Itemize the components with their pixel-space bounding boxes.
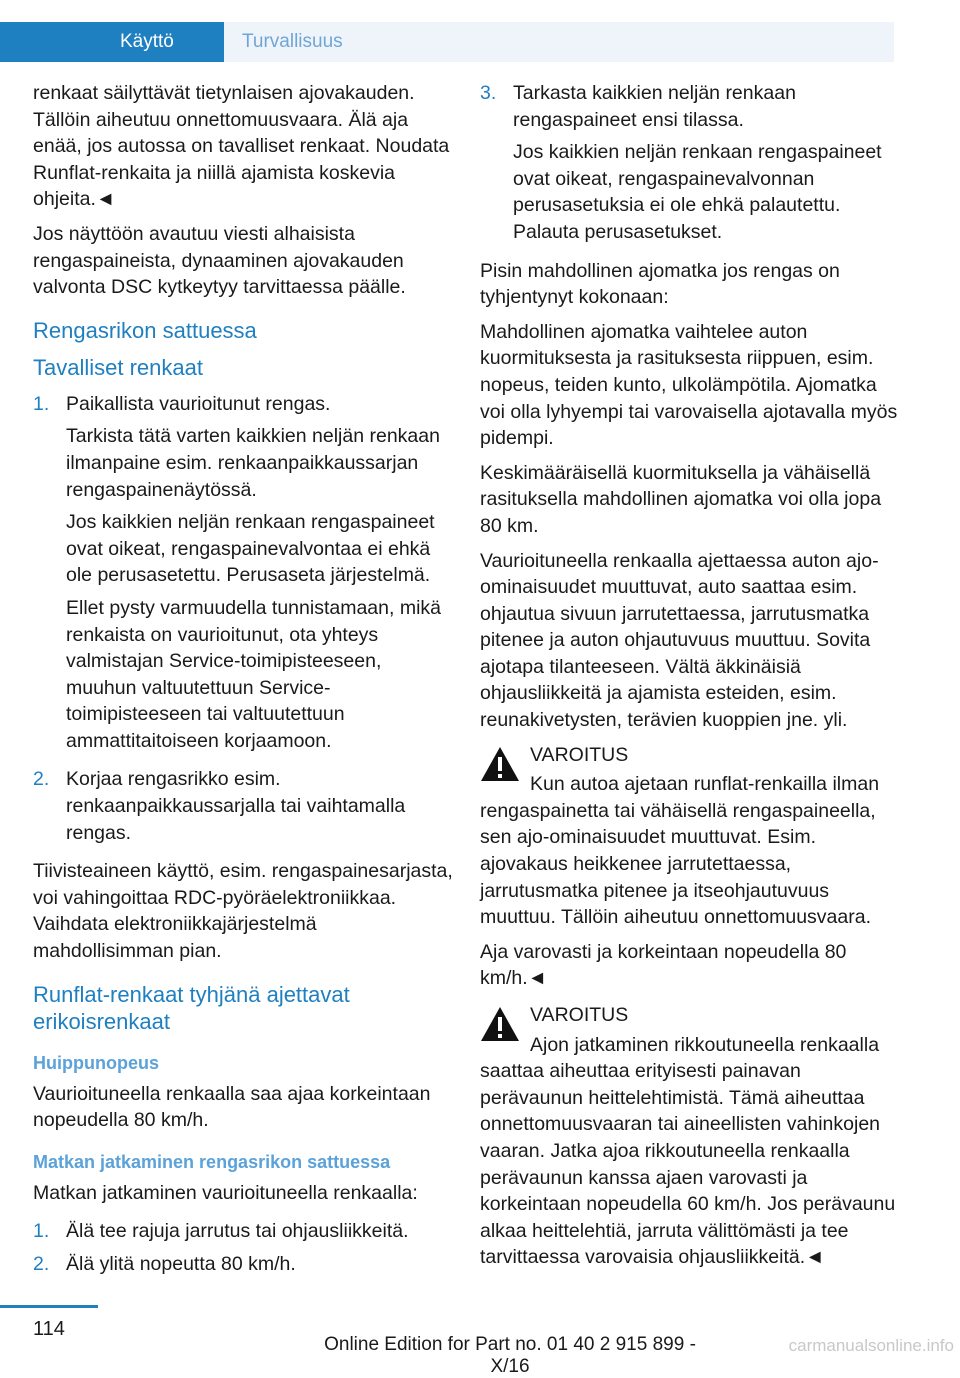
list-number: 3. [480,82,497,104]
list-text: Jos kaikkien neljän renkaan rengaspaineet ovat oikeat, rengaspainevalvontaa ei ehkä ole perusasetettu. Perusaseta järjestelmä. [66,511,435,587]
warning-block [480,742,900,992]
paragraph: Jos näyttöön avautuu viesti alhaisista rengaspaineista, dynaaminen ajovakauden valvonta DSC kytkeytyy tarvittaessa päälle. [33,222,406,299]
list-text: Älä ylitä nopeutta 80 km/h. [66,1253,296,1275]
page-number: 114 [33,1318,65,1340]
list-item [33,1251,453,1278]
list-text: Älä tee rajuja jarrutus tai ohjausliikkeitä. [66,1220,409,1243]
section-heading: Rengasrikon sattuessa [33,317,257,343]
list-number: 2. [33,768,50,791]
warning-block [480,1002,900,1271]
list-text: Tarkista tätä varten kaikkien neljän renkaan ilmanpaine esim. renkaanpaikkaussarjan rengaspainenäytössä. [66,425,440,501]
warning-triangle-icon [480,746,520,782]
list-text: Korjaa rengasrikko esim. renkaanpaikkaussarjalla tai vaihtamalla rengas. [66,768,406,844]
footer-rule [0,1305,98,1308]
list-number: 2. [33,1253,50,1275]
warning-text: Kun autoa ajetaan runflat-renkailla ilman [530,773,880,796]
list-text: Ellet pysty varmuudella tunnistamaan, mikä renkaista on vaurioitunut, ota yhteys valmistajan Service-toimipisteeseen, muuhun valtuutettuun Service-toimipisteeseen tai valtuutettuun ammattitaitoiseen korjaamoon. [66,596,442,752]
minor-heading: Matkan jatkaminen rengasrikon sattuessa [33,1151,391,1172]
list-text: Paikallista vaurioitunut rengas. [66,392,331,415]
warning-title: VAROITUS [530,743,629,766]
paragraph: renkaat säilyttävät tietynlaisen ajovakauden. Tällöin aiheutuu onnettomuusvaara. Älä aja enää, jos autossa on tavalliset renkaat. Noudata Runflat-renkaita ja niillä ajamista koskevia ohjeita.◄ [33,82,450,211]
paragraph: Matkan jatkaminen vaurioituneella renkaalla: [33,1181,418,1204]
paragraph: Pisin mahdollinen ajomatka jos rengas on tyhjentynyt kokonaan: [480,259,840,309]
paragraph: Keskimääräisellä kuormituksella ja vähäisellä rasituksella mahdollinen ajomatka voi olla jopa 80 km. [480,461,882,537]
paragraph: Vaurioituneella renkaalla saa ajaa korkeintaan nopeudella 80 km/h. [33,1082,431,1132]
list-item [33,766,453,852]
list-number: 1. [33,392,50,415]
paragraph: Vaurioituneella renkaalla ajettaessa auton ajo-ominaisuudet muuttuvat, auto saattaa esim. ohjautua sivuun jarrutettaessa, jarrutusmatka pitenee ja auton ohjautuvuus muuttuu. Sovita ajotapa tilanteeseen. Vältä äkkinäisiä ohjausliikkeitä ja ajamista esteiden, esim. reunakivetysten, terävien kuoppien jne. yli. [480,549,879,732]
warning-text: Aja varovasti ja korkeintaan nopeudella 80 km/h.◄ [480,940,847,990]
subsection-heading: Tavalliset renkaat [33,354,203,380]
list-item [33,391,453,761]
left-column [33,80,453,1284]
edition-text: Online Edition for Part no. 01 40 2 915 899 - X/16 [324,1334,696,1377]
list-text: Jos kaikkien neljän renkaan rengaspaineet ovat oikeat, rengaspainevalvonnan perusasetuksia ei ole ehkä palautettu. Palauta perusasetukset. [513,141,882,243]
warning-text: Ajon jatkaminen rikkoutuneella renkaalla [530,1033,880,1056]
right-column [480,80,900,1281]
warning-text: rengaspainetta tai vähäisellä rengaspaineella, sen ajo-ominaisuudet muuttuvat. Esim. ajovakaus heikkenee jarrutettaessa, jarrutusmatka pitenee ja itseohjautuvuus muuttuu. Tällöin aiheutuu onnettomuusvaara. [480,799,876,929]
minor-heading: Huippunopeus [33,1052,159,1073]
tab-turvallisuus[interactable]: Turvallisuus [224,22,894,62]
warning-triangle-icon [480,1006,520,1042]
watermark: carmanualsonline.info [788,1336,954,1355]
section-heading: Runflat-renkaat tyhjänä ajettavat erikoisrenkaat [33,981,350,1034]
paragraph: Tiivisteaineen käyttö, esim. rengaspainesarjasta, voi vahingoittaa RDC-pyöräelektroniikkaa. Vaihdata elektroniikkajärjestelmä mahdollisimman pian. [33,860,453,963]
tab-kaytto[interactable]: Käyttö [0,22,224,62]
paragraph: Mahdollinen ajomatka vaihtelee auton kuormituksesta ja rasituksesta riippuen, esim. nopeus, teiden kunto, ulkolämpötila. Ajomatka voi olla lyhyempi tai varovaisella ajotavalla myös pidempi. [480,320,898,450]
page-header [0,0,960,62]
list-number: 1. [33,1220,50,1243]
list-text: Tarkasta kaikkien neljän renkaan rengaspaineet ensi tilassa. [513,82,796,131]
warning-text: saattaa aiheuttaa erityisesti painavan perävaunun heittelehtimistä. Tämä aiheuttaa onnettomuusvaaran tai aineellisten vahinkojen vaaran. Jatka ajoa rikkoutuneella renkaalla perävaunun kanssa ajaen varovasti ja korkeintaan nopeudella 60 km/h. Jos perävaunu alkaa heittelehtiä, jarruta välittömästi ja tee tarvittaessa varovaisia ohjausliikkeitä.◄ [480,1060,896,1269]
list-item [480,80,900,252]
list-item [33,1218,453,1245]
warning-title: VAROITUS [530,1004,629,1026]
